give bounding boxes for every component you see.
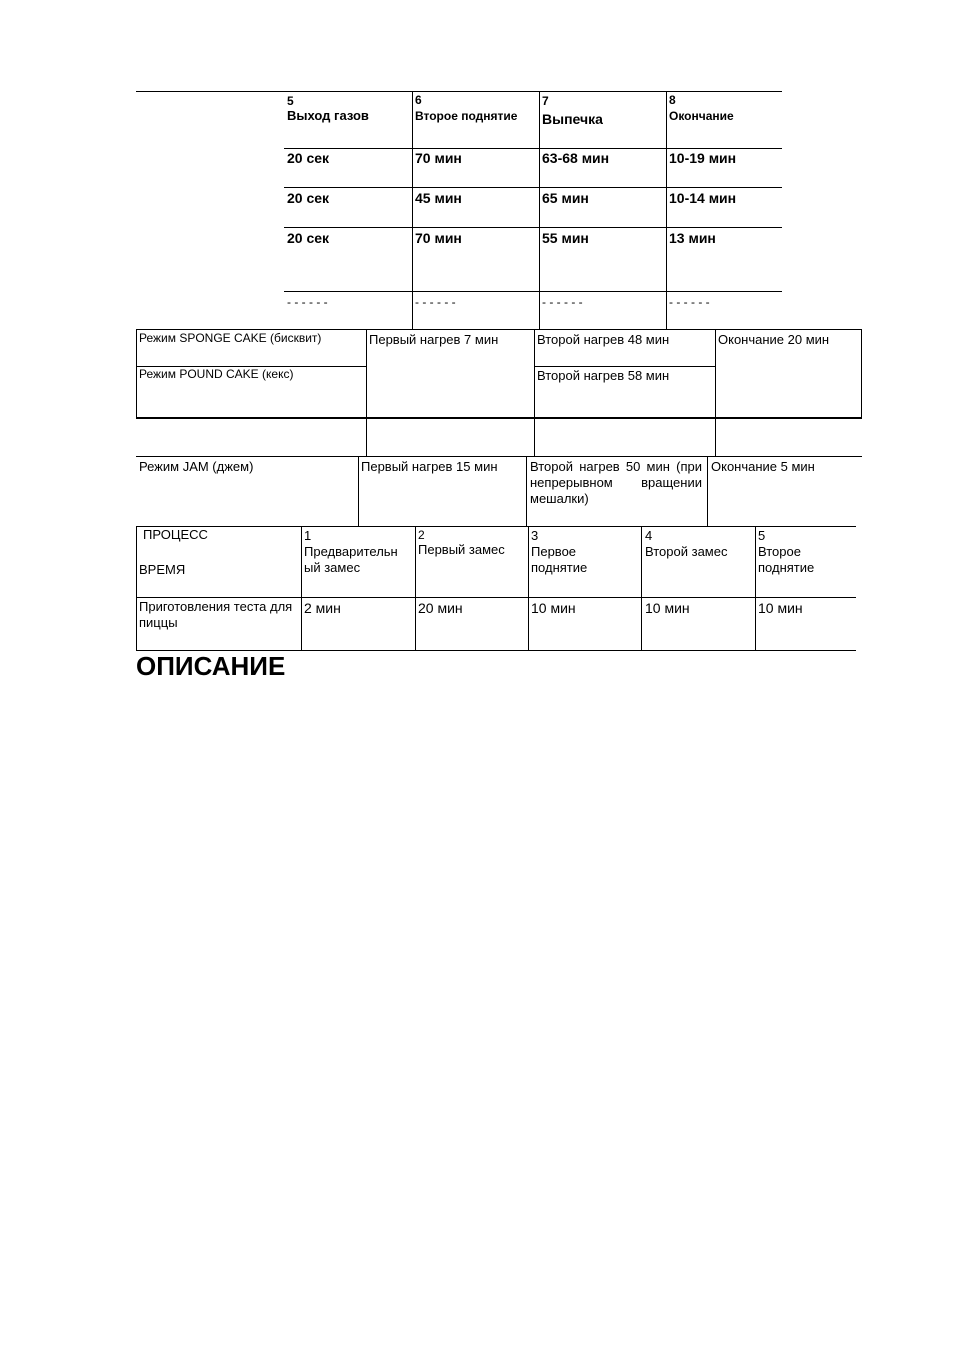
time-label: ВРЕМЯ	[139, 562, 186, 577]
pizza-value: 20 мин	[418, 600, 463, 616]
sponge-cake-label: Режим SPONGE CAKE (бисквит)	[139, 331, 322, 345]
table-cell: - - - - - -	[669, 295, 710, 309]
table-cell: 10-14 мин	[669, 190, 737, 206]
pizza-value: 10 мин	[758, 600, 803, 616]
table-cell: 13 мин	[669, 230, 716, 246]
header-label: Выпечка	[542, 111, 603, 127]
second-heat-jam: Второй нагрев 50 мин (при непрерывном вращении мешалки)	[530, 459, 702, 506]
stage-num: 1	[304, 528, 312, 543]
table-cell: 20 сек	[287, 150, 330, 166]
header-label: Второе поднятие	[415, 109, 518, 123]
stage-num: 2	[418, 528, 425, 542]
header-label: Выход газов	[287, 108, 369, 123]
table-cell: - - - - - -	[415, 295, 456, 309]
stage-label: Второй замес	[645, 544, 728, 559]
stage-label: Первое поднятие	[531, 544, 588, 575]
table-cell: 20 сек	[287, 190, 330, 206]
stage-num: 5	[758, 528, 766, 543]
pizza-value: 2 мин	[304, 600, 341, 616]
header-num: 7	[542, 94, 549, 108]
section-title: ОПИСАНИЕ	[136, 651, 286, 681]
table-cell: - - - - - -	[542, 295, 583, 309]
table-cell: 10-19 мин	[669, 150, 737, 166]
stage-label: Второе поднятие	[758, 544, 815, 575]
header-num: 5	[287, 94, 294, 108]
stage-num: 3	[531, 528, 539, 543]
jam-label: Режим JAM (джем)	[139, 459, 254, 474]
pound-cake-label: Режим POUND CAKE (кекс)	[139, 367, 294, 381]
second-heat-sponge: Второй нагрев 48 мин	[537, 332, 670, 347]
table-cell: 55 мин	[542, 230, 589, 246]
table-cell: 70 мин	[415, 150, 462, 166]
pizza-row-label: Приготовления теста для пиццы	[139, 599, 293, 630]
table-cell: - - - - - -	[287, 295, 328, 309]
second-heat-pound: Второй нагрев 58 мин	[537, 368, 670, 383]
header-num: 6	[415, 93, 422, 107]
stage-label: Первый замес	[418, 542, 505, 557]
finish-jam: Окончание 5 мин	[711, 459, 815, 474]
table-cell: 20 сек	[287, 230, 330, 246]
pizza-value: 10 мин	[531, 600, 576, 616]
stage-num: 4	[645, 528, 653, 543]
table-cell: 70 мин	[415, 230, 462, 246]
header-num: 8	[669, 93, 676, 107]
first-heat-jam: Первый нагрев 15 мин	[361, 459, 498, 474]
process-label: ПРОЦЕСС	[143, 527, 208, 542]
table-cell: 63-68 мин	[542, 150, 610, 166]
header-label: Окончание	[669, 109, 734, 123]
finish-cake: Окончание 20 мин	[718, 332, 830, 347]
table-cell: 65 мин	[542, 190, 589, 206]
pizza-value: 10 мин	[645, 600, 690, 616]
table-cell: 45 мин	[415, 190, 462, 206]
first-heat-cake: Первый нагрев 7 мин	[369, 332, 499, 347]
stage-label: Предварительн ый замес	[304, 544, 398, 575]
